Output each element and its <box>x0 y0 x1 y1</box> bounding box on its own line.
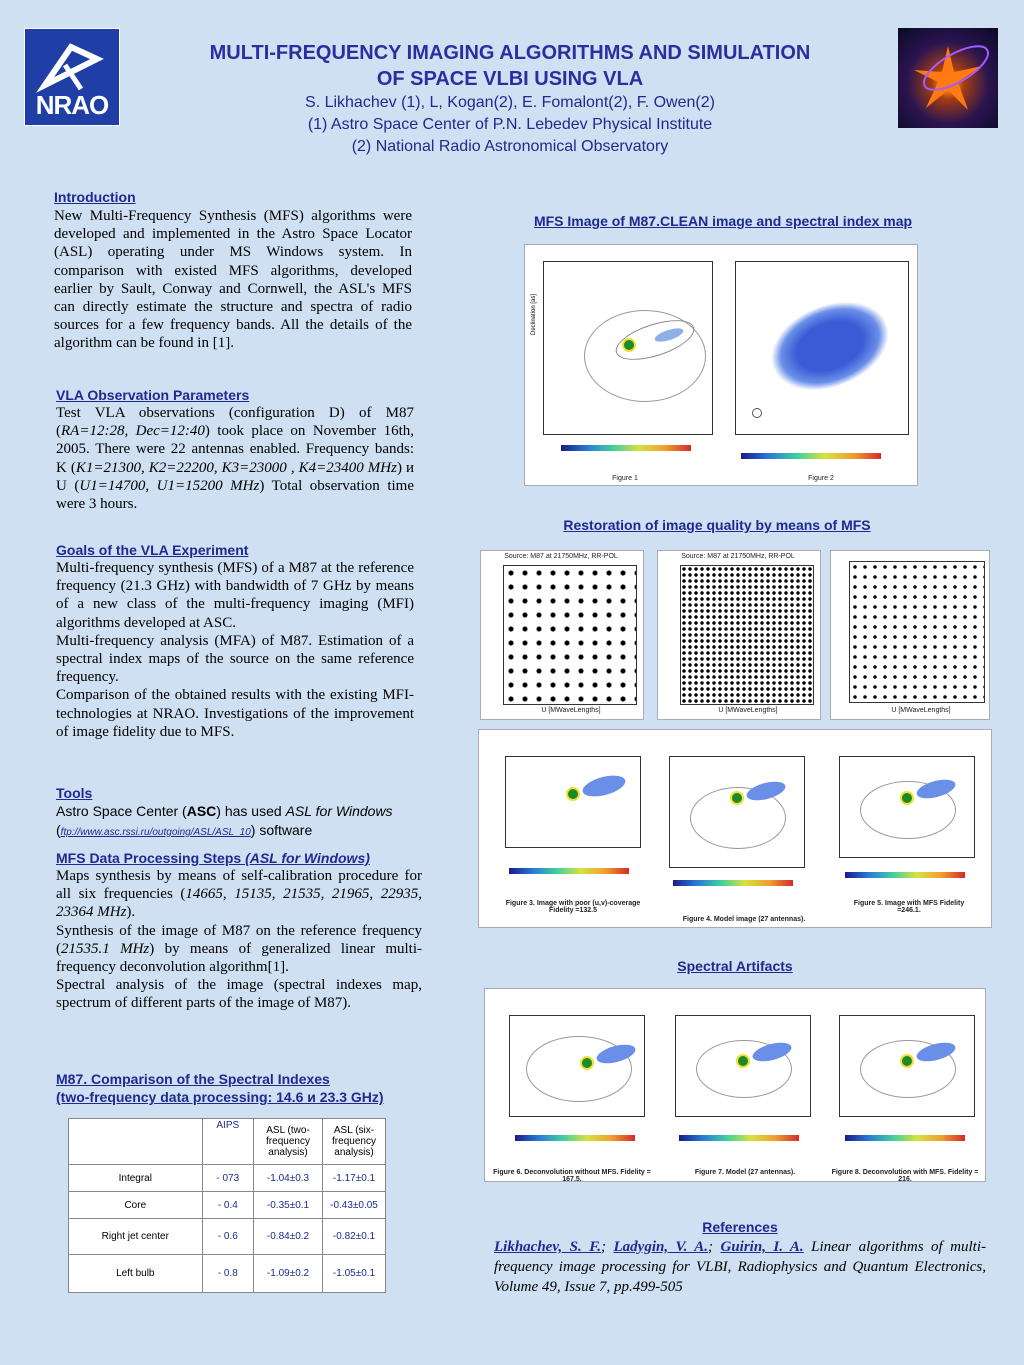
tools-t6: ) software <box>250 822 313 838</box>
steps-para-3: Spectral analysis of the image (spectral indexes map, spectrum of different parts of the image of M87). <box>56 977 422 1012</box>
references-heading: References <box>702 1219 778 1235</box>
colorbar-2 <box>741 453 881 459</box>
spectral-index-plot <box>735 261 909 435</box>
tools-text <box>56 802 426 840</box>
mfs-caption: MFS Image of M87.CLEAN image and spectral index map <box>533 213 913 229</box>
uv-title-1: Source: M87 at 21750MHz, RR-POL <box>504 553 618 560</box>
steps-p2c: ) by means of generalized linear multi-frequency deconvolution algorithm[1]. <box>56 940 422 976</box>
goals-text <box>56 559 414 741</box>
artifact-maps <box>484 988 986 1182</box>
steps-p1c: ). <box>126 904 136 921</box>
table-header-cell: ASL (two-frequency analysis) <box>254 1119 323 1165</box>
vla-text <box>56 404 414 513</box>
core-blob <box>622 338 636 352</box>
galaxy-image <box>898 28 998 128</box>
table-cell: Integral <box>69 1165 203 1192</box>
steps-heading-2: (ASL for Windows) <box>245 850 370 866</box>
colorbar-fig8 <box>845 1135 965 1141</box>
colorbar-fig7 <box>679 1135 799 1141</box>
table-cell: Left bulb <box>69 1255 203 1293</box>
tools-asc: ASC <box>186 803 217 819</box>
vla-text-7: ) Total observation time were 3 hours. <box>56 477 414 513</box>
colorbar-fig6 <box>515 1135 635 1141</box>
intro-heading: Introduction <box>54 189 136 205</box>
table-cell: -1.04±0.3 <box>254 1165 323 1192</box>
table-header-cell <box>69 1119 203 1165</box>
figure-mfs-image <box>524 244 918 486</box>
table-cell: -0.43±0.05 <box>323 1192 386 1219</box>
uv-plot-2 <box>680 565 814 705</box>
vla-coords: RA=12:28, Dec=12:40 <box>61 423 205 440</box>
spectral-index-region <box>759 286 900 405</box>
steps-ref-freq: 21535.1 MHz <box>61 940 150 957</box>
core-blob <box>900 1054 914 1068</box>
table-cell: - 0.4 <box>202 1192 253 1219</box>
core-blob <box>736 1054 750 1068</box>
steps-heading-1: MFS Data Processing Steps <box>56 850 246 866</box>
colorbar-fig4 <box>673 880 793 886</box>
uv-coverage-2 <box>657 550 821 720</box>
poster-title-line1: MULTI-FREQUENCY IMAGING ALGORITHMS AND SIMULATION <box>209 42 811 64</box>
table-row <box>69 1165 386 1192</box>
map-fig6 <box>509 1015 645 1117</box>
steps-para-1 <box>56 867 422 922</box>
uv-title-2: Source: M87 at 21750MHz, RR-POL <box>681 553 795 560</box>
jet-blob <box>580 772 627 801</box>
fig7-caption: Figure 7. Model (27 antennas). <box>694 1169 796 1176</box>
affiliation-2: (2) National Radio Astronomical Observatory <box>351 138 669 155</box>
restoration-maps <box>478 729 992 928</box>
tools-t1: Astro Space Center ( <box>56 803 187 819</box>
table-cell: -1.05±0.1 <box>323 1255 386 1293</box>
uv-plot-1 <box>503 565 637 705</box>
ref-author-3[interactable]: Guirin, I. A. <box>720 1239 804 1255</box>
table-cell: - 0.6 <box>202 1219 253 1255</box>
vla-u-bands: U1=14700, U1=15200 MHz <box>79 477 260 494</box>
restoration-caption: Restoration of image quality by means of MFS <box>563 517 871 533</box>
vla-text-5: ) и U ( <box>56 459 414 494</box>
goals-para-2: Multi-frequency analysis (MFA) of M87. Estimation of a spectral index maps of the source on the same reference frequency. <box>56 632 414 686</box>
vla-text-1: Test VLA observations (configuration D) of M87 ( <box>56 405 414 440</box>
colorbar-fig3 <box>509 868 629 874</box>
tools-t3: ) has used <box>216 803 286 819</box>
intro-text: New Multi-Frequency Synthesis (MFS) algorithms were developed and implemented in the Astro Space Locator (ASL) operating under MS Windows system. In comparison with existed MFS algorithms, developed earlier by Sault, Conway and Cornwell, the ASL's MFS can directly estimate the structure and spectra of radio sources for a few frequency bands. All the details of the algorithm can be found in [1]. <box>54 208 412 352</box>
steps-text <box>56 867 422 1013</box>
figure1-label: Figure 1 <box>612 475 638 482</box>
uv-xlabel-1: U [MWaveLengths] <box>541 707 601 714</box>
vla-k-bands: K1=21300, K2=22200, K3=23000 , K4=23400 MHz <box>75 459 397 476</box>
steps-heading <box>56 850 370 866</box>
ref-author-2[interactable]: Ladygin, V. A. <box>613 1239 709 1255</box>
title-block <box>150 40 870 158</box>
comparison-heading-2: (two-frequency data processing: 14.6 и 23.3 GHz) <box>56 1089 384 1105</box>
steps-p1a: Maps synthesis by means of self-calibration procedure for all six frequencies ( <box>56 868 422 903</box>
tools-t5: ( <box>56 822 61 838</box>
figure2-label: Figure 2 <box>808 475 834 482</box>
reference-1: Likhachev, S. F.; Ladygin, V. A.; Guirin, I. A. Linear algorithms of multi-frequency image processing for VLBI, Radiophysics and Quantum Electronics, Volume 49, Issue 7, pp.499-505 <box>494 1239 987 1295</box>
table-cell: -0.35±0.1 <box>254 1192 323 1219</box>
steps-para-2 <box>56 922 422 977</box>
fig3-caption: Figure 3. Image with poor (u,v)-coverage Fidelity =132.5 <box>505 900 641 914</box>
table-header-cell: ASL (six-frequency analysis) <box>323 1119 386 1165</box>
goals-para-1: Multi-frequency synthesis (MFS) of a M87 at the reference frequency (21.3 GHz) with bandwidth of 7 GHz by means of a new class of the multi-frequency imaging (MFI) algorithms developed at ASC. <box>56 560 414 631</box>
tools-asl: ASL for Windows <box>285 803 393 819</box>
vla-heading: VLA Observation Parameters <box>56 387 250 403</box>
uv-coverage-1 <box>480 550 644 720</box>
table-row <box>69 1219 386 1255</box>
ftp-link[interactable]: ftp://www.asc.rssi.ru/outgoing/ASL/ASL_10 <box>60 827 251 838</box>
core-blob <box>730 791 744 805</box>
artifacts-caption: Spectral Artifacts <box>677 958 793 974</box>
fig4-caption: Figure 4. Model image (27 antennas). <box>682 916 806 923</box>
map-fig3 <box>505 756 641 848</box>
uv-xlabel-3: U [MWaveLengths] <box>891 707 951 714</box>
ref-text: Linear algorithms of multi-frequency image processing for VLBI, Radiophysics and Quantum Electronics, Volume 49, Issue 7, pp.499-505 <box>494 1239 987 1295</box>
table-header-row <box>69 1119 386 1165</box>
comparison-table <box>68 1118 386 1293</box>
table-cell: Core <box>69 1192 203 1219</box>
map-fig8 <box>839 1015 975 1117</box>
uv-plot-3 <box>849 561 985 703</box>
authors: S. Likhachev (1), L, Kogan(2), E. Fomalont(2), F. Owen(2) <box>305 94 715 111</box>
core-blob <box>580 1056 594 1070</box>
colorbar-1 <box>561 445 691 451</box>
map-ylabel: Declination [as] <box>531 293 537 335</box>
table-row <box>69 1192 386 1219</box>
star-icon <box>898 28 998 128</box>
clean-map-plot <box>543 261 713 435</box>
map-fig4 <box>669 756 805 868</box>
table-cell: -1.17±0.1 <box>323 1165 386 1192</box>
beam-marker <box>752 408 762 418</box>
goals-heading: Goals of the VLA Experiment <box>56 542 249 558</box>
core-blob <box>900 791 914 805</box>
goals-para-3: Comparison of the obtained results with the existing MFI-technologies at NRAO. Investigations of the improvement of image fidelity due to MFS. <box>56 687 414 740</box>
comparison-heading-1: M87. Comparison of the Spectral Indexes <box>56 1071 330 1087</box>
uv-coverage-3 <box>830 550 990 720</box>
steps-frequencies: 14665, 15135, 21535, 21965, 22935, 23364 MHz <box>56 886 422 921</box>
uv-xlabel-2: U [MWaveLengths] <box>718 707 778 714</box>
fig6-caption: Figure 6. Deconvolution without MFS. Fidelity = 167.5. <box>493 1169 651 1183</box>
table-header-cell: AIPS <box>202 1119 253 1165</box>
table-cell: -0.82±0.1 <box>323 1219 386 1255</box>
logo-text: NRAO <box>35 90 109 120</box>
fig5-caption: Figure 5. Image with MFS Fidelity =246.1. <box>853 900 965 914</box>
vla-text-3: ) took place on November 16th, 2005. There were 22 antennas enabled. Frequency bands: K ( <box>56 423 414 476</box>
core-blob <box>566 787 580 801</box>
table-cell: Right jet center <box>69 1219 203 1255</box>
ref-author-1[interactable]: Likhachev, S. F. <box>494 1239 602 1255</box>
table-cell: -0.84±0.2 <box>254 1219 323 1255</box>
poster-title-line2: OF SPACE VLBI USING VLA <box>376 68 644 90</box>
map-fig7 <box>675 1015 811 1117</box>
map-fig5 <box>839 756 975 858</box>
tools-heading: Tools <box>56 785 93 801</box>
affiliation-1: (1) Astro Space Center of P.N. Lebedev Physical Institute <box>307 116 713 133</box>
table-cell: - 0.8 <box>202 1255 253 1293</box>
table-cell: - 073 <box>202 1165 253 1192</box>
steps-p2a: Synthesis of the image of M87 on the reference frequency ( <box>56 922 422 957</box>
table-row <box>69 1255 386 1293</box>
colorbar-fig5 <box>845 872 965 878</box>
table-cell: -1.09±0.2 <box>254 1255 323 1293</box>
fig8-caption: Figure 8. Deconvolution with MFS. Fidelity = 216. <box>831 1169 979 1183</box>
